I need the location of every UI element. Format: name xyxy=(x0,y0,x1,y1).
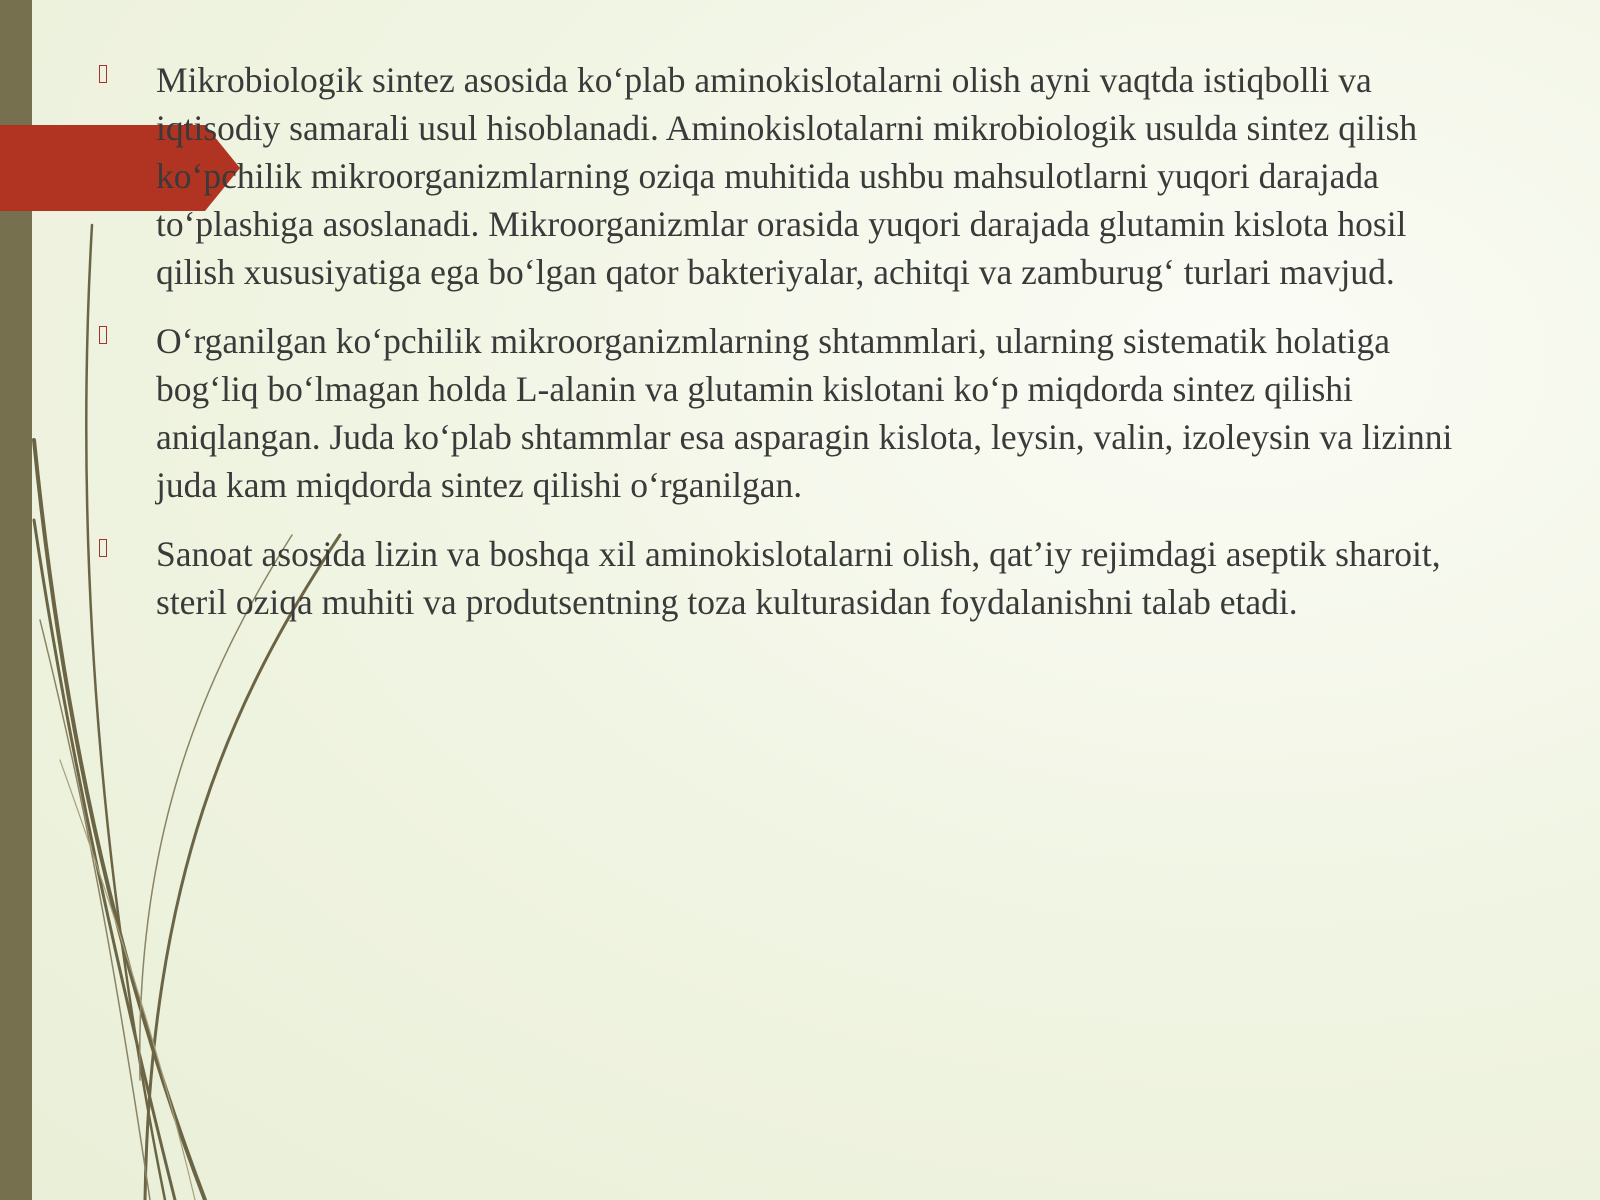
bullet-item xyxy=(95,317,1485,509)
paragraph-text: O‘rganilgan ko‘pchilik mikroorganizmlarning shtammlari, ularning sistematik holatiga bog‘liq bo‘lmagan holda L-alanin va glutamin kislotani ko‘p miqdorda sintez qilishi aniqlangan. Juda ko‘plab shtammlar esa asparagin kislota, leysin, valin, izoleysin va lizinni juda kam miqdorda sintez qilishi o‘rganilgan. xyxy=(156,321,1453,505)
bullet-item xyxy=(95,530,1485,626)
slide-content xyxy=(95,56,1485,647)
square-bullet-icon xyxy=(99,326,107,344)
paragraph-text: Sanoat asosida lizin va boshqa xil aminokislotalarni olish, qat’iy rejimdagi aseptik sharoit, steril oziqa muhiti va produtsentning toza kulturasidan foydalanishni talab etadi. xyxy=(156,534,1441,622)
square-bullet-icon xyxy=(99,65,107,83)
paragraph-text: Mikrobiologik sintez asosida ko‘plab aminokislotalarni olish ayni vaqtda istiqbolli va iqtisodiy samarali usul hisoblanadi. Aminokislotalarni mikrobiologik usulda sintez qilish ko‘pchilik mikroorganizmlarning oziqa muhitida ushbu mahsulotlarni yuqori darajada to‘plashiga asoslanadi. Mikroorganizmlar orasida yuqori darajada glutamin kislota hosil qilish xususiyatiga ega bo‘lgan qator bakteriyalar, achitqi va zamburug‘ turlari mavjud. xyxy=(156,60,1418,292)
bullet-item xyxy=(95,56,1485,296)
square-bullet-icon xyxy=(99,539,107,557)
